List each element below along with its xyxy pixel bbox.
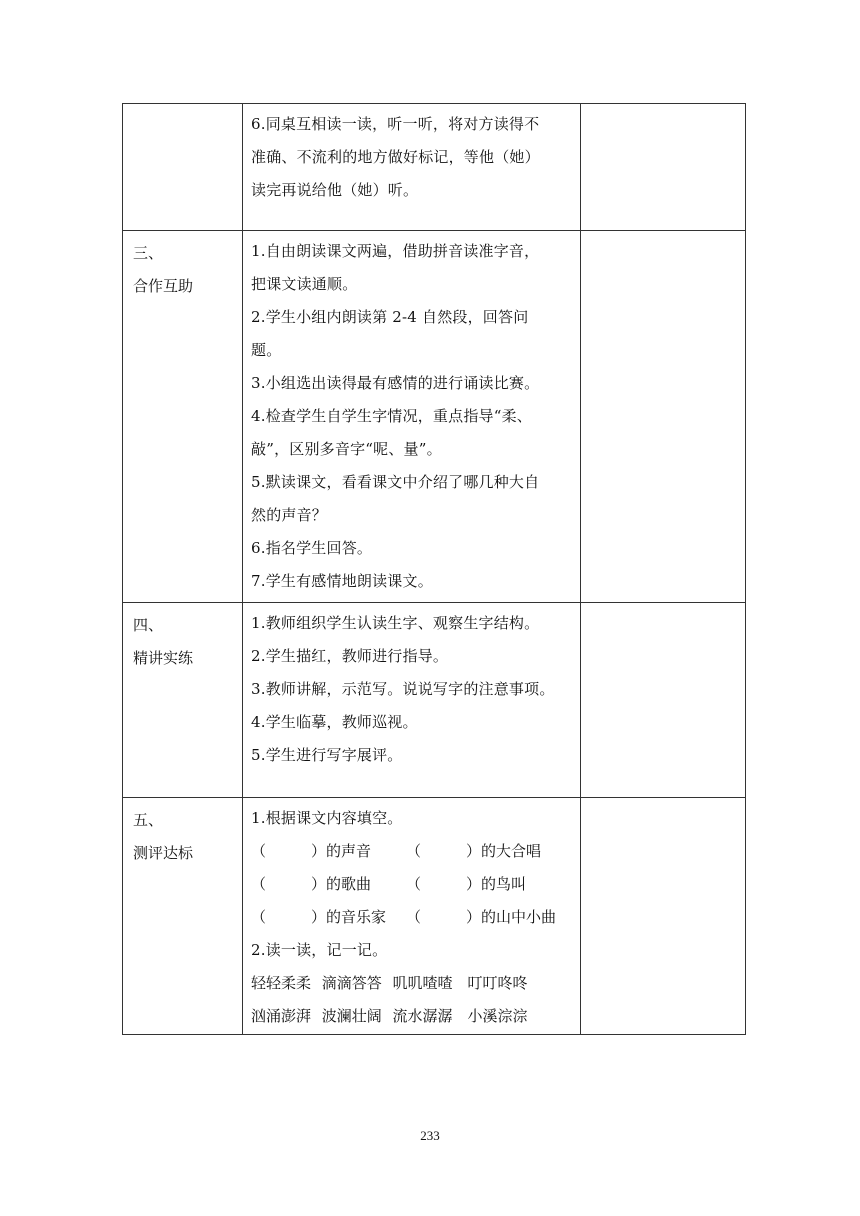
lesson-plan-table xyxy=(122,103,746,1035)
word-row: 汹涌澎湃 波澜壮阔 流水潺潺 小溪淙淙 xyxy=(251,1007,528,1025)
content-line: 2.学生小组内朗读第 2-4 自然段，回答问 xyxy=(251,308,529,326)
content-line: 把课文读通顺。 xyxy=(251,275,358,293)
stage-number: 五、 xyxy=(133,811,164,829)
table-row xyxy=(123,104,746,231)
read-prompt: 2.读一读，记一记。 xyxy=(251,941,388,959)
notes-cell xyxy=(581,603,746,798)
page-number: 233 xyxy=(420,1128,440,1143)
stage-cell xyxy=(123,798,243,1035)
fill-blank-item: （ ）的音乐家 xyxy=(251,908,387,926)
stage-title: 合作互助 xyxy=(133,276,194,295)
fill-blank-row xyxy=(251,901,580,934)
content-line: 题。 xyxy=(251,341,282,359)
fill-blank-item: （ ）的歌曲 xyxy=(251,875,372,893)
stage-title: 精讲实练 xyxy=(133,648,194,667)
stage-cell xyxy=(123,104,243,231)
content-line: 4.学生临摹，教师巡视。 xyxy=(251,713,418,731)
content-line: 5.默读课文，看看课文中介绍了哪几种大自 xyxy=(251,473,540,491)
content-line: 3.教师讲解，示范写。说说写字的注意事项。 xyxy=(251,680,555,698)
content-line: 1.自由朗读课文两遍，借助拼音读准字音， xyxy=(251,242,540,260)
word-row: 轻轻柔柔 滴滴答答 叽叽喳喳 叮叮咚咚 xyxy=(251,974,528,992)
stage-number: 四、 xyxy=(133,616,164,634)
content-cell xyxy=(243,231,581,603)
content-line: 准确、不流利的地方做好标记，等他（她） xyxy=(251,148,540,166)
content-line: 敲”，区别多音字“呢、量”。 xyxy=(251,440,442,458)
table-row xyxy=(123,603,746,798)
stage-cell xyxy=(123,603,243,798)
fill-blank-item: （ ）的山中小曲 xyxy=(406,908,557,926)
content-line: 6.指名学生回答。 xyxy=(251,539,373,557)
fill-blank-item: （ ）的大合唱 xyxy=(406,842,542,860)
fill-blank-row xyxy=(251,868,580,901)
content-cell xyxy=(243,104,581,231)
notes-cell xyxy=(581,798,746,1035)
table-row xyxy=(123,798,746,1035)
content-line: 7.学生有感情地朗读课文。 xyxy=(251,572,433,590)
exercise-intro: 1.根据课文内容填空。 xyxy=(251,809,403,827)
stage-number: 三、 xyxy=(133,244,164,262)
content-line: 2.学生描红，教师进行指导。 xyxy=(251,647,449,665)
content-cell xyxy=(243,603,581,798)
stage-title: 测评达标 xyxy=(133,843,194,862)
fill-blank-row xyxy=(251,835,580,868)
content-line: 6.同桌互相读一读，听一听，将对方读得不 xyxy=(251,115,540,133)
stage-cell xyxy=(123,231,243,603)
content-line: 1.教师组织学生认读生字、观察生字结构。 xyxy=(251,614,540,632)
content-line: 然的声音？ xyxy=(251,506,328,524)
fill-blank-item: （ ）的鸟叫 xyxy=(406,875,527,893)
content-line: 4.检查学生自学生字情况，重点指导“柔、 xyxy=(251,407,532,425)
content-cell xyxy=(243,798,581,1035)
table-row xyxy=(123,231,746,603)
content-line: 读完再说给他（她）听。 xyxy=(251,181,419,199)
notes-cell xyxy=(581,104,746,231)
notes-cell xyxy=(581,231,746,603)
content-line: 3.小组选出读得最有感情的进行诵读比赛。 xyxy=(251,374,540,392)
content-line: 5.学生进行写字展评。 xyxy=(251,746,403,764)
fill-blank-item: （ ）的声音 xyxy=(251,842,372,860)
